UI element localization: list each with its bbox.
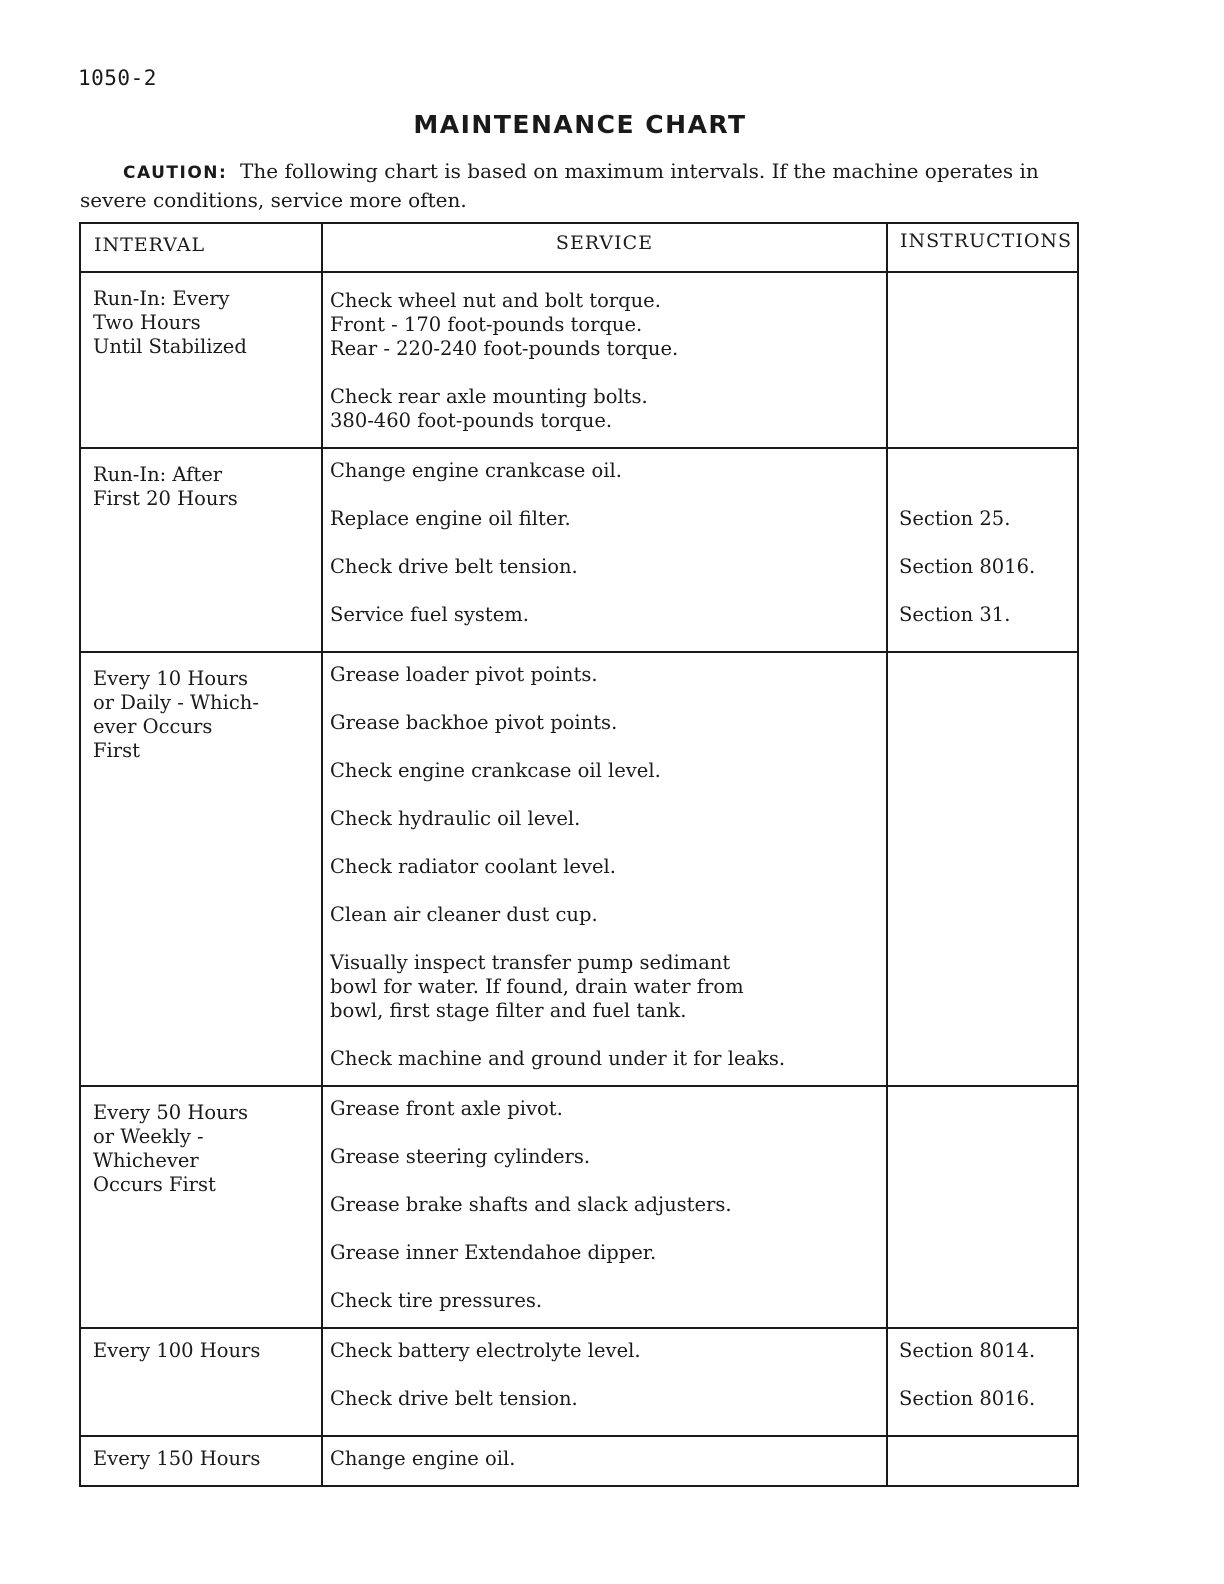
service-item: Grease front axle pivot. bbox=[330, 1097, 563, 1120]
instruction-item: Section 31. bbox=[899, 603, 1011, 626]
service-item: Check hydraulic oil level. bbox=[330, 807, 581, 830]
service-item: Check drive belt tension. bbox=[330, 1387, 578, 1410]
interval-cell: Run-In: After First 20 Hours bbox=[80, 448, 322, 652]
service-item: Visually inspect transfer pump sedimant bowl for water. If found, drain water from bowl, first stage filter and fuel tank. bbox=[330, 951, 744, 1022]
service-item: Grease inner Extendahoe dipper. bbox=[330, 1241, 657, 1264]
service-item: Grease steering cylinders. bbox=[330, 1145, 591, 1168]
page-number: 1050-2 bbox=[78, 66, 157, 90]
table-row bbox=[80, 1436, 1078, 1486]
service-item: Check rear axle mounting bolts. 380-460 foot-pounds torque. bbox=[330, 385, 648, 432]
table-row bbox=[80, 448, 1078, 652]
service-item: Grease loader pivot points. bbox=[330, 663, 598, 686]
service-cell bbox=[322, 448, 887, 652]
header-service: SERVICE bbox=[322, 223, 887, 272]
service-item: Service fuel system. bbox=[330, 603, 529, 626]
table-body bbox=[80, 272, 1078, 1486]
interval-cell: Every 10 Hours or Daily - Which- ever Occurs First bbox=[80, 652, 322, 1086]
service-item: Change engine oil. bbox=[330, 1447, 516, 1470]
instructions-cell bbox=[887, 1086, 1078, 1328]
service-cell bbox=[322, 1086, 887, 1328]
instruction-item bbox=[899, 459, 1071, 483]
instructions-cell bbox=[887, 1436, 1078, 1486]
instructions-cell bbox=[887, 1328, 1078, 1436]
header-instructions: INSTRUCTIONS bbox=[887, 223, 1078, 272]
service-item: Grease backhoe pivot points. bbox=[330, 711, 618, 734]
interval-cell: Every 100 Hours bbox=[80, 1328, 322, 1436]
instruction-item: Section 25. bbox=[899, 507, 1011, 530]
table-row bbox=[80, 652, 1078, 1086]
service-item: Check tire pressures. bbox=[330, 1289, 543, 1312]
table-row bbox=[80, 272, 1078, 448]
instruction-item bbox=[899, 283, 1071, 307]
service-item: Check battery electrolyte level. bbox=[330, 1339, 641, 1362]
instructions-cell bbox=[887, 652, 1078, 1086]
service-item: Clean air cleaner dust cup. bbox=[330, 903, 598, 926]
instructions-cell bbox=[887, 448, 1078, 652]
instruction-item bbox=[899, 331, 1071, 355]
caution-text: The following chart is based on maximum intervals. If the machine operates in severe conditions, service more often. bbox=[80, 159, 1039, 212]
service-item: Check wheel nut and bolt torque. Front - 170 foot-pounds torque. Rear - 220-240 foot-pounds torque. bbox=[330, 289, 679, 360]
table-row bbox=[80, 1328, 1078, 1436]
service-cell bbox=[322, 272, 887, 448]
service-cell bbox=[322, 1328, 887, 1436]
service-item: Change engine crankcase oil. bbox=[330, 459, 622, 482]
caution-label: CAUTION: bbox=[123, 163, 228, 183]
instruction-item: Section 8014. bbox=[899, 1339, 1036, 1362]
service-item: Check machine and ground under it for leaks. bbox=[330, 1047, 786, 1070]
service-item: Replace engine oil filter. bbox=[330, 507, 571, 530]
service-item: Check drive belt tension. bbox=[330, 555, 578, 578]
service-item: Grease brake shafts and slack adjusters. bbox=[330, 1193, 732, 1216]
table-header-row bbox=[80, 223, 1078, 272]
maintenance-table bbox=[79, 222, 1079, 1487]
instructions-cell bbox=[887, 272, 1078, 448]
service-item: Check engine crankcase oil level. bbox=[330, 759, 661, 782]
service-cell bbox=[322, 1436, 887, 1486]
interval-cell: Run-In: Every Two Hours Until Stabilized bbox=[80, 272, 322, 448]
service-cell bbox=[322, 652, 887, 1086]
instruction-item: Section 8016. bbox=[899, 1387, 1036, 1410]
caution-note bbox=[80, 158, 1090, 214]
instruction-item: Section 8016. bbox=[899, 555, 1036, 578]
table-row bbox=[80, 1086, 1078, 1328]
interval-cell: Every 50 Hours or Weekly - Whichever Occurs First bbox=[80, 1086, 322, 1328]
page-title: MAINTENANCE CHART bbox=[413, 110, 747, 139]
service-item: Check radiator coolant level. bbox=[330, 855, 616, 878]
header-interval: INTERVAL bbox=[80, 223, 322, 272]
interval-cell: Every 150 Hours bbox=[80, 1436, 322, 1486]
